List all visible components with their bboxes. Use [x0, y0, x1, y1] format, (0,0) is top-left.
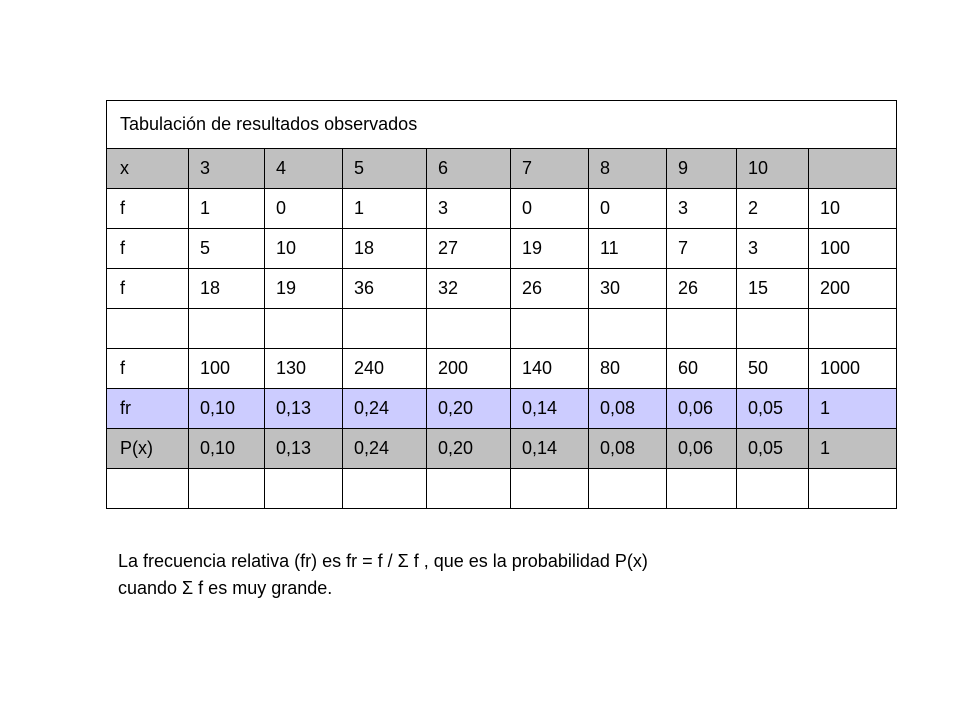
row-label-cell: f: [107, 349, 189, 389]
table-cell: 30: [589, 269, 667, 309]
table-cell: 5: [343, 149, 427, 189]
table-cell: 0,24: [343, 429, 427, 469]
table-cell: 0,10: [189, 389, 265, 429]
row-label-cell: [107, 469, 189, 509]
table-cell: 36: [343, 269, 427, 309]
table-cell: 2: [737, 189, 809, 229]
table-cell: [809, 149, 897, 189]
table-cell: [189, 309, 265, 349]
table-cell: 5: [189, 229, 265, 269]
table-cell: 240: [343, 349, 427, 389]
table-cell: 11: [589, 229, 667, 269]
table-cell: 19: [265, 269, 343, 309]
table-cell: 60: [667, 349, 737, 389]
table-row: [107, 189, 897, 229]
table-cell: [589, 469, 667, 509]
table-cell: [427, 469, 511, 509]
table-cell: [343, 469, 427, 509]
table-cell: [737, 309, 809, 349]
table-cell: 0,13: [265, 429, 343, 469]
table-cell: [265, 469, 343, 509]
row-label-cell: P(x): [107, 429, 189, 469]
row-label-cell: x: [107, 149, 189, 189]
table-cell: 7: [667, 229, 737, 269]
table-cell: 0,05: [737, 429, 809, 469]
table-row: [107, 349, 897, 389]
note-line-2: cuando Σ f es muy grande.: [118, 578, 333, 598]
row-label-cell: fr: [107, 389, 189, 429]
table-cell: 130: [265, 349, 343, 389]
table-cell: 0,08: [589, 429, 667, 469]
table-cell: [589, 309, 667, 349]
table-cell: 0,05: [737, 389, 809, 429]
table-cell: [511, 469, 589, 509]
table-cell: [667, 309, 737, 349]
table-cell: [189, 469, 265, 509]
table-cell: 19: [511, 229, 589, 269]
table-cell: 6: [427, 149, 511, 189]
table-cell: 3: [427, 189, 511, 229]
table-cell: 4: [265, 149, 343, 189]
table-row: [107, 469, 897, 509]
table-cell: 80: [589, 349, 667, 389]
table-cell: 18: [343, 229, 427, 269]
table-cell: 32: [427, 269, 511, 309]
table-cell: [667, 469, 737, 509]
table-title: Tabulación de resultados observados: [107, 101, 897, 149]
table-cell: [809, 469, 897, 509]
table-cell: [427, 309, 511, 349]
table-cell: 1: [343, 189, 427, 229]
row-label-cell: f: [107, 269, 189, 309]
table-cell: 1: [189, 189, 265, 229]
table-cell: 18: [189, 269, 265, 309]
table-cell: 0,06: [667, 429, 737, 469]
table-cell: 26: [511, 269, 589, 309]
table-cell: 140: [511, 349, 589, 389]
observed-results-table: [106, 100, 897, 509]
table-cell: 0,14: [511, 389, 589, 429]
table-cell: 0,20: [427, 429, 511, 469]
table-cell: 0,08: [589, 389, 667, 429]
table-cell: [737, 469, 809, 509]
table-cell: 0,24: [343, 389, 427, 429]
table-row: [107, 269, 897, 309]
table-cell: 1: [809, 389, 897, 429]
table-row: [107, 429, 897, 469]
row-label-cell: [107, 309, 189, 349]
table-row: [107, 309, 897, 349]
table-cell: 3: [667, 189, 737, 229]
table-cell: 8: [589, 149, 667, 189]
table-cell: 3: [737, 229, 809, 269]
table-row: [107, 389, 897, 429]
table-cell: 200: [427, 349, 511, 389]
table-cell: 0,10: [189, 429, 265, 469]
table-cell: 27: [427, 229, 511, 269]
table-cell: 0,13: [265, 389, 343, 429]
table-cell: 0: [265, 189, 343, 229]
table-cell: 0: [511, 189, 589, 229]
explanation-note: [118, 548, 858, 602]
table-cell: 3: [189, 149, 265, 189]
table-cell: [809, 309, 897, 349]
table-cell: 7: [511, 149, 589, 189]
table-cell: [265, 309, 343, 349]
note-line-1: La frecuencia relativa (fr) es fr = f / Σ f , que es la probabilidad P(x): [118, 551, 648, 571]
table-cell: 50: [737, 349, 809, 389]
table-cell: 1000: [809, 349, 897, 389]
table-cell: [343, 309, 427, 349]
table-cell: 200: [809, 269, 897, 309]
row-label-cell: f: [107, 189, 189, 229]
table-cell: 100: [189, 349, 265, 389]
table-cell: [511, 309, 589, 349]
table-cell: 0: [589, 189, 667, 229]
table-cell: 1: [809, 429, 897, 469]
table-cell: 0,06: [667, 389, 737, 429]
table-cell: 0,20: [427, 389, 511, 429]
table-row: [107, 229, 897, 269]
table-cell: 10: [265, 229, 343, 269]
table-cell: 0,14: [511, 429, 589, 469]
table-cell: 10: [737, 149, 809, 189]
table-row: [107, 149, 897, 189]
table-cell: 10: [809, 189, 897, 229]
table-cell: 100: [809, 229, 897, 269]
table-cell: 15: [737, 269, 809, 309]
table-cell: 26: [667, 269, 737, 309]
row-label-cell: f: [107, 229, 189, 269]
table-title-row: [107, 101, 897, 149]
table-cell: 9: [667, 149, 737, 189]
